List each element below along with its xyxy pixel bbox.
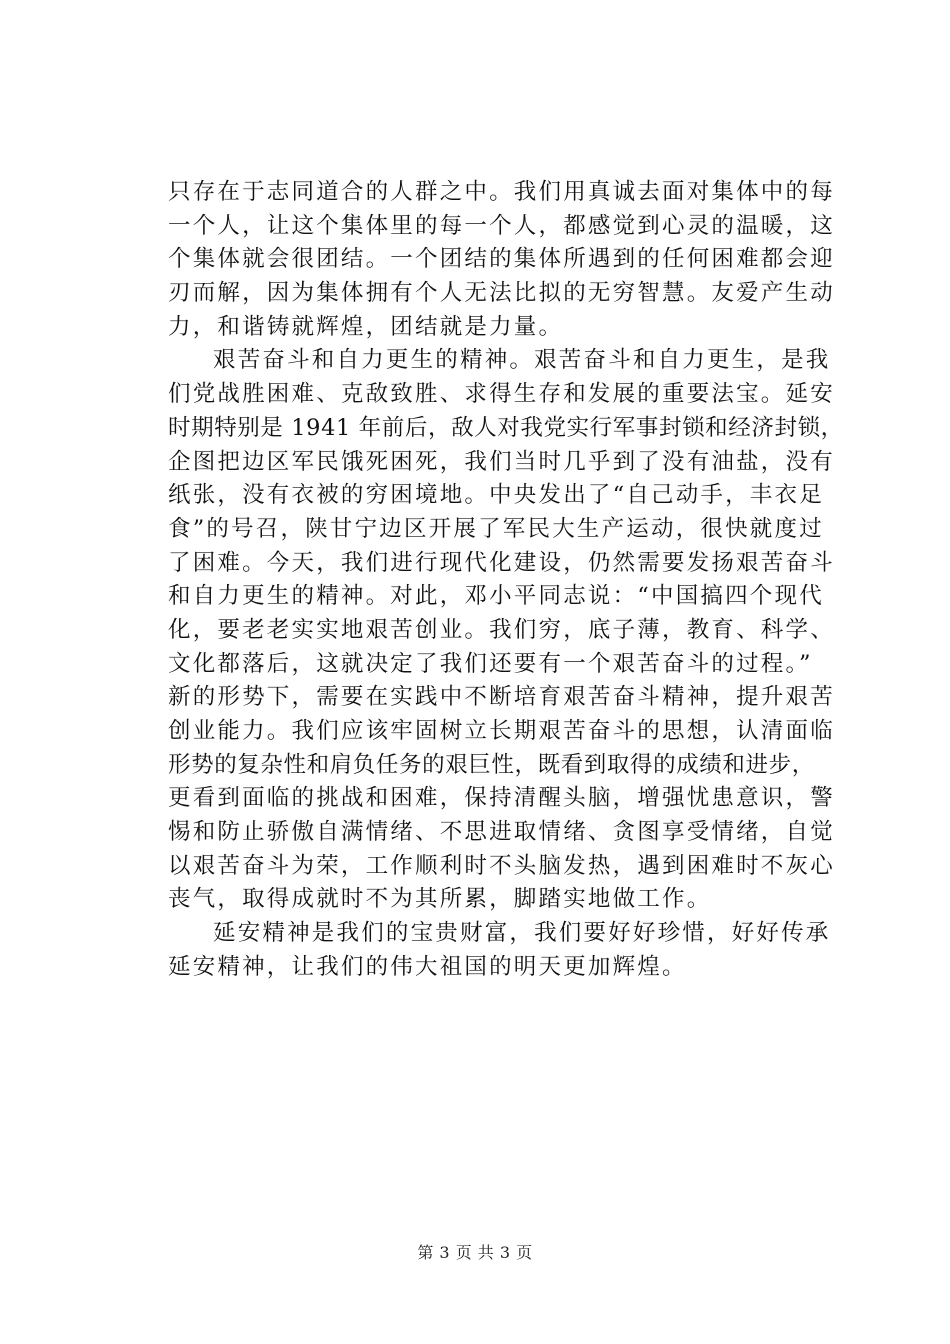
document-body	[168, 176, 848, 985]
text-line: 以艰苦奋斗为荣，工作顺利时不头脑发热，遇到困难时不灰心	[168, 852, 835, 879]
text-line: 力，和谐铸就辉煌，团结就是力量。	[168, 313, 564, 340]
text-line: 形势的复杂性和肩负任务的艰巨性，既看到取得的成绩和进步，	[168, 751, 815, 778]
text-line: 延安精神，让我们的伟大祖国的明天更加辉煌。	[168, 953, 687, 980]
text-line: 更看到面临的挑战和困难，保持清醒头脑，增强忧患意识，警	[168, 785, 835, 812]
text-line: 食”的号召，陕甘宁边区开展了军民大生产运动，很快就度过	[168, 515, 824, 542]
text-line: 惕和防止骄傲自满情绪、不思进取情绪、贪图享受情绪，自觉	[168, 819, 835, 846]
text-line: 创业能力。我们应该牢固树立长期艰苦奋斗的思想，认清面临	[168, 718, 835, 744]
text-line: 化，要老老实实地艰苦创业。我们穷，底子薄，教育、科学、	[168, 616, 835, 643]
page-number-label: 第 3 页 共 3 页	[417, 1243, 533, 1262]
text-line: 刃而解，因为集体拥有个人无法比拟的无穷智慧。友爱产生动	[168, 280, 835, 307]
text-line: 只存在于志同道合的人群之中。我们用真诚去面对集体中的每	[168, 179, 835, 205]
text-line: 纸张，没有衣被的穷困境地。中央发出了“自己动手，丰衣足	[168, 482, 824, 509]
text-line: 和自力更生的精神。对此，邓小平同志说：“中国搞四个现代	[168, 583, 824, 610]
text-line: 新的形势下，需要在实践中不断培育艰苦奋斗精神，提升艰苦	[168, 684, 835, 711]
paragraph-start-line: 艰苦奋斗和自力更生的精神。艰苦奋斗和自力更生，是我	[213, 347, 831, 374]
text-line: 时期特别是 1941 年前后，敌人对我党实行军事封锁和经济封锁，	[168, 414, 844, 441]
text-line: 们党战胜困难、克敌致胜、求得生存和发展的重要法宝。延安	[168, 381, 835, 408]
text-line: 一个人，让这个集体里的每一个人，都感觉到心灵的温暖，这	[168, 212, 835, 239]
text-line: 个集体就会很团结。一个团结的集体所遇到的任何困难都会迎	[168, 246, 835, 273]
page-footer	[0, 1242, 950, 1264]
text-line: 丧气，取得成就时不为其所累，脚踏实地做工作。	[168, 886, 712, 913]
text-line: 了困难。今天，我们进行现代化建设，仍然需要发扬艰苦奋斗	[168, 549, 835, 576]
text-line: 企图把边区军民饿死困死，我们当时几乎到了没有油盐，没有	[168, 448, 835, 475]
text-line: 文化都落后，这就决定了我们还要有一个艰苦奋斗的过程。”	[168, 650, 813, 677]
paragraph-start-line: 延安精神是我们的宝贵财富，我们要好好珍惜，好好传承	[213, 920, 831, 947]
